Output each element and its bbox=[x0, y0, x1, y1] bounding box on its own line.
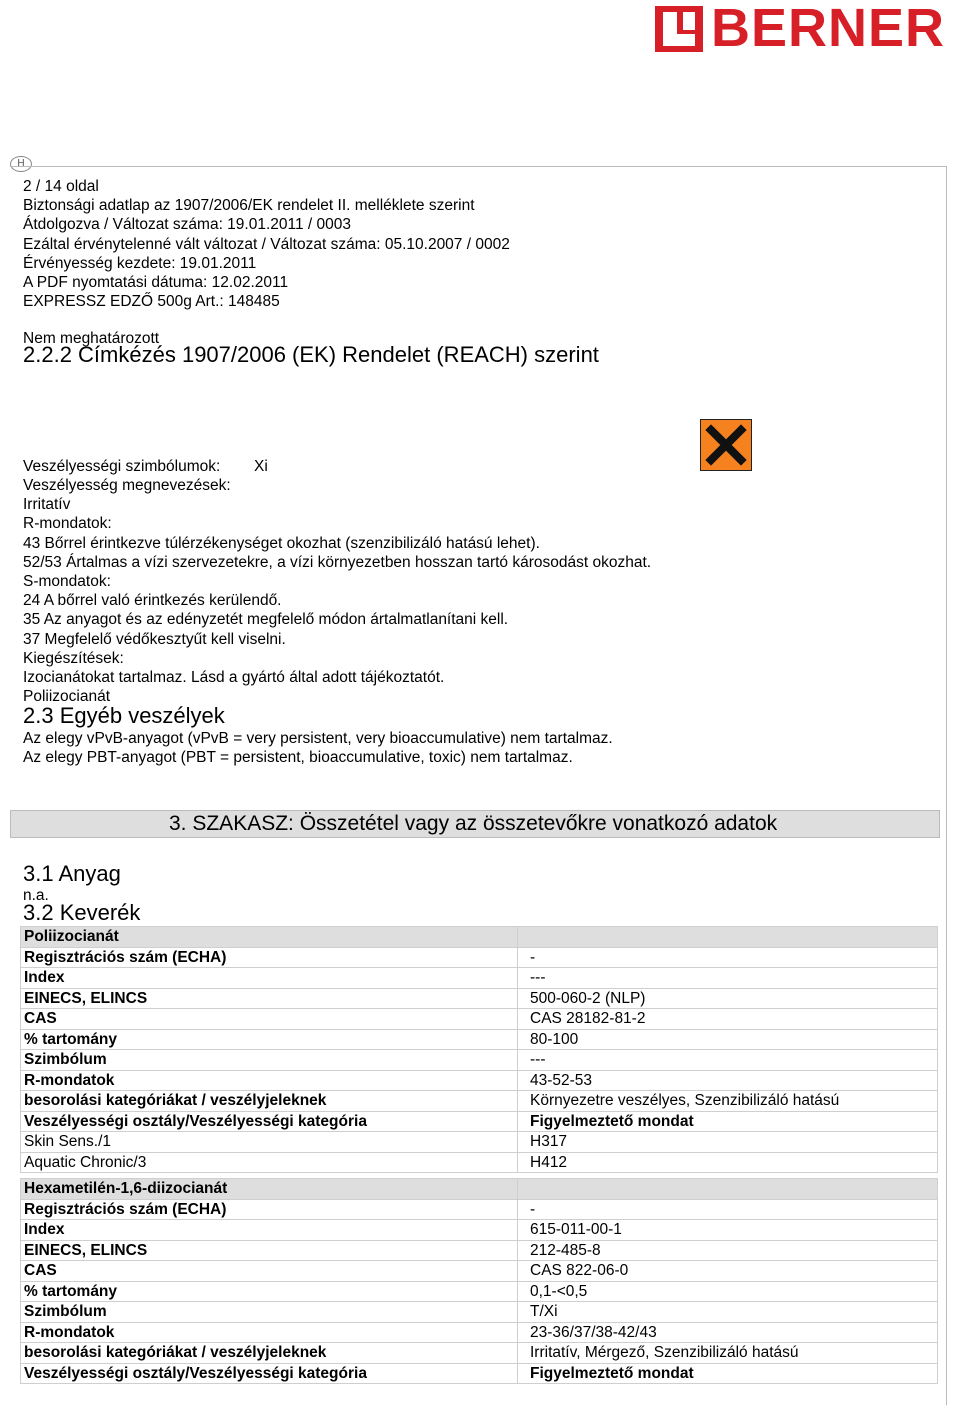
hazard-pictogram bbox=[700, 419, 752, 471]
labeling-line: Kiegészítések: bbox=[23, 649, 124, 667]
component-name: Hexametilén-1,6-diizocianát bbox=[21, 1179, 518, 1200]
section-3-1-value: n.a. bbox=[23, 887, 49, 904]
labeling-line: Izocianátokat tartalmaz. Lásd a gyártó által adott tájékoztatót. bbox=[23, 669, 445, 687]
table-row bbox=[21, 1343, 938, 1364]
labeling-line: 43 Bőrrel érintkezve túlérzékenységet okozhat (szenzibilizáló hatású lehet). bbox=[23, 534, 540, 552]
labeling-line: Irritatív bbox=[23, 496, 71, 514]
labeling-line: R-mondatok: bbox=[23, 515, 112, 533]
row-key: % tartomány bbox=[21, 1281, 518, 1302]
row-key: Regisztrációs szám (ECHA) bbox=[21, 1199, 518, 1220]
table-row bbox=[21, 1111, 938, 1132]
row-key: Regisztrációs szám (ECHA) bbox=[21, 947, 518, 968]
table-row bbox=[21, 988, 938, 1009]
table-row bbox=[21, 1281, 938, 1302]
row-key: Aquatic Chronic/3 bbox=[21, 1152, 518, 1173]
product-line: EXPRESSZ EDZŐ 500g Art.: 148485 bbox=[23, 293, 280, 311]
row-value: 23-36/37/38-42/43 bbox=[518, 1322, 938, 1343]
document-header bbox=[23, 177, 510, 311]
section-3-2-title: 3.2 Keverék bbox=[23, 900, 141, 925]
table-row bbox=[21, 1261, 938, 1282]
table-row bbox=[21, 947, 938, 968]
labeling-line: 35 Az anyagot és az edényzetét megfelelő módon ártalmatlanítani kell. bbox=[23, 611, 509, 629]
row-key: Index bbox=[21, 1220, 518, 1241]
section-2-3-text bbox=[23, 729, 613, 767]
header-line: Ezáltal érvénytelenné vált változat / Változat száma: 05.10.2007 / 0002 bbox=[23, 235, 510, 253]
hazard-symbols-value: Xi bbox=[254, 458, 268, 475]
row-value: Környezetre veszélyes, Szenzibilizáló hatású bbox=[518, 1091, 938, 1112]
row-value: 0,1-<0,5 bbox=[518, 1281, 938, 1302]
header-line: Biztonsági adatlap az 1907/2006/EK rendelet II. melléklete szerint bbox=[23, 197, 475, 215]
section-3-1-title: 3.1 Anyag bbox=[23, 861, 121, 886]
labeling-text bbox=[23, 476, 651, 706]
row-value: - bbox=[518, 1199, 938, 1220]
row-value: --- bbox=[518, 1050, 938, 1071]
labeling-line: Poliizocianát bbox=[23, 688, 111, 706]
labeling-line: S-mondatok: bbox=[23, 573, 111, 591]
row-key: besorolási kategóriákat / veszélyjeleknek bbox=[21, 1091, 518, 1112]
row-key: R-mondatok bbox=[21, 1070, 518, 1091]
row-key: Szimbólum bbox=[21, 1302, 518, 1323]
section-2-3-line: Az elegy PBT-anyagot (PBT = persistent, bioaccumulative, toxic) nem tartalmaz. bbox=[23, 749, 573, 767]
row-key: besorolási kategóriákat / veszélyjeleknek bbox=[21, 1343, 518, 1364]
table-row bbox=[21, 1363, 938, 1384]
row-value: T/Xi bbox=[518, 1302, 938, 1323]
section-2-3-title: 2.3 Egyéb veszélyek bbox=[23, 703, 225, 728]
labeling-line: Veszélyesség megnevezések: bbox=[23, 477, 231, 494]
header-line: A PDF nyomtatási dátuma: 12.02.2011 bbox=[23, 274, 289, 292]
row-key: EINECS, ELINCS bbox=[21, 1240, 518, 1261]
table-row bbox=[21, 1009, 938, 1030]
row-value: 500-060-2 (NLP) bbox=[518, 988, 938, 1009]
mixture-table-hexametilen-diizocianat bbox=[20, 1178, 938, 1384]
row-value: CAS 822-06-0 bbox=[518, 1261, 938, 1282]
harmful-irritant-x-icon bbox=[701, 420, 751, 470]
row-value: Irritatív, Mérgező, Szenzibilizáló hatású bbox=[518, 1343, 938, 1364]
row-value: 43-52-53 bbox=[518, 1070, 938, 1091]
table-row bbox=[21, 1132, 938, 1153]
row-key: CAS bbox=[21, 1009, 518, 1030]
row-key: Index bbox=[21, 968, 518, 989]
labeling-line: 37 Megfelelő védőkesztyűt kell viselni. bbox=[23, 630, 286, 648]
labeling-line: 24 A bőrrel való érintkezés kerülendő. bbox=[23, 592, 282, 610]
table-row bbox=[21, 1220, 938, 1241]
table-row bbox=[21, 968, 938, 989]
row-value: CAS 28182-81-2 bbox=[518, 1009, 938, 1030]
row-value: - bbox=[518, 947, 938, 968]
table-row bbox=[21, 1240, 938, 1261]
mixture-table-poliizocianat bbox=[20, 926, 938, 1173]
hazard-symbols-label: Veszélyességi szimbólumok: bbox=[23, 458, 221, 475]
table-row bbox=[21, 1322, 938, 1343]
labeling-line: 52/53 Ártalmas a vízi szervezetekre, a vízi környezetben hosszan tartó károsodást okozhat. bbox=[23, 553, 652, 571]
row-key: R-mondatok bbox=[21, 1322, 518, 1343]
table-row bbox=[21, 1070, 938, 1091]
row-value: Figyelmeztető mondat bbox=[518, 1111, 938, 1132]
header-line: Érvényesség kezdete: 19.01.2011 bbox=[23, 254, 257, 272]
page-number: 2 / 14 oldal bbox=[23, 178, 99, 195]
component-name: Poliizocianát bbox=[21, 927, 518, 948]
berner-logo bbox=[655, 0, 960, 58]
not-determined-text: Nem meghatározott bbox=[23, 330, 160, 347]
row-key: EINECS, ELINCS bbox=[21, 988, 518, 1009]
row-value: 80-100 bbox=[518, 1029, 938, 1050]
table-row bbox=[21, 1050, 938, 1071]
row-value: 615-011-00-1 bbox=[518, 1220, 938, 1241]
logo-text: BERNER bbox=[711, 0, 946, 58]
table-row bbox=[21, 927, 938, 948]
table-row bbox=[21, 1179, 938, 1200]
language-badge: H bbox=[10, 156, 32, 172]
header-line: Átdolgozva / Változat száma: 19.01.2011 / 0003 bbox=[23, 216, 352, 234]
row-value: --- bbox=[518, 968, 938, 989]
section-2-2-2-title: 2.2.2 Címkézés 1907/2006 (EK) Rendelet (REACH) szerint bbox=[23, 342, 599, 367]
table-row bbox=[21, 1152, 938, 1173]
row-value: H412 bbox=[518, 1152, 938, 1173]
row-key: Skin Sens./1 bbox=[21, 1132, 518, 1153]
table-row bbox=[21, 1029, 938, 1050]
section-3-header bbox=[10, 810, 940, 838]
row-key: CAS bbox=[21, 1261, 518, 1282]
row-key: Veszélyességi osztály/Veszélyességi kategória bbox=[21, 1111, 518, 1132]
table-row bbox=[21, 1199, 938, 1220]
section-3-title: 3. SZAKASZ: Összetétel vagy az összetevőkre vonatkozó adatok bbox=[169, 812, 778, 835]
row-key: Szimbólum bbox=[21, 1050, 518, 1071]
section-2-3-line: Az elegy vPvB-anyagot (vPvB = very persistent, very bioaccumulative) nem tartalmaz. bbox=[23, 730, 613, 747]
row-value: 212-485-8 bbox=[518, 1240, 938, 1261]
row-key: Veszélyességi osztály/Veszélyességi kategória bbox=[21, 1363, 518, 1384]
table-row bbox=[21, 1091, 938, 1112]
row-key: % tartomány bbox=[21, 1029, 518, 1050]
berner-logo-mark-icon bbox=[655, 6, 703, 52]
table-row bbox=[21, 1302, 938, 1323]
row-value: Figyelmeztető mondat bbox=[518, 1363, 938, 1384]
row-value: H317 bbox=[518, 1132, 938, 1153]
